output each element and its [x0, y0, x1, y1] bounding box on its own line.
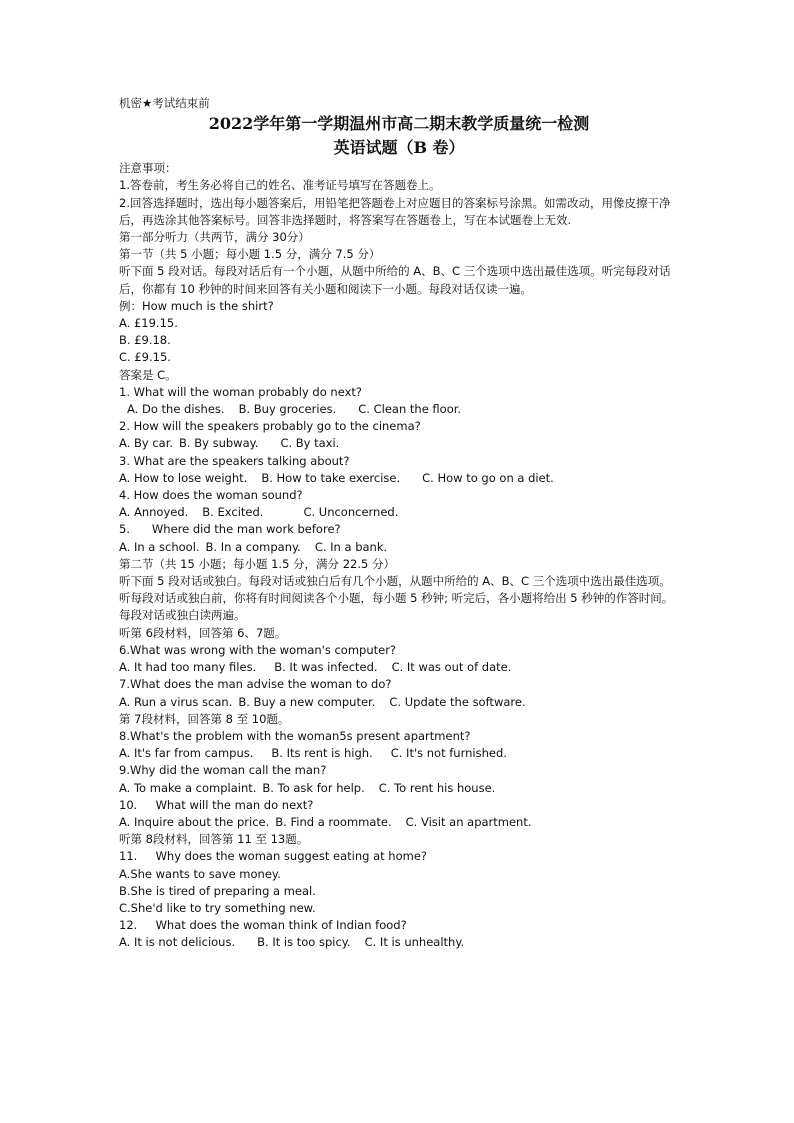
option-a: A. Do the dishes.: [127, 402, 225, 417]
option-a: A. Annoyed.: [119, 505, 189, 520]
question-5-options: [119, 539, 679, 556]
option-b: B. Buy a new computer.: [238, 694, 376, 709]
question-4-stem: 4. How does the woman sound?: [119, 488, 303, 503]
section1-heading: 第一节（共 5 小题；每小题 1.5 分，满分 7.5 分）: [119, 247, 381, 262]
part1-heading: 第一部分听力（共两节，满分 30分）: [119, 230, 310, 245]
option-a: A. It had too many files.: [119, 660, 257, 675]
question-7-options: [119, 694, 679, 711]
question-6-options: [119, 659, 679, 676]
example-option-b: B. £9.18.: [119, 333, 171, 348]
option-b: B. Buy groceries.: [238, 402, 337, 417]
question-9-options: [119, 780, 679, 797]
question-11-option-c: C.She'd like to try something new.: [119, 900, 316, 915]
question-6-stem: 6.What was wrong with the woman's computer?: [119, 642, 397, 657]
option-a: A. Run a virus scan.: [119, 694, 233, 709]
exam-subtitle: 英语试题（B 卷）: [333, 138, 465, 158]
question-10-stem: 10. What will the man do next?: [119, 797, 314, 812]
confidential-label: 机密★考试结束前: [119, 96, 210, 110]
question-3-stem: 3. What are the speakers talking about?: [119, 453, 350, 468]
option-b: B. By subway.: [179, 436, 259, 451]
option-c: C. It was out of date.: [391, 660, 512, 675]
question-1-options: [119, 401, 679, 418]
notes-heading: 注意事项：: [119, 161, 177, 176]
option-a: A. By car.: [119, 436, 174, 451]
option-c: C. Unconcerned.: [303, 505, 399, 520]
example-option-a: A. £19.15.: [119, 316, 178, 331]
option-a: A. It's far from campus.: [119, 746, 254, 761]
note-2: 2.回答选择题时，选出每小题答案后，用铅笔把答题卷上对应题目的答案标号涂黑。如需改动，用像皮擦干净后，再选涂其他答案标号。回答非选择题时，将答案写在答题卷上，写在本试题卷上无效.: [119, 195, 671, 227]
example-answer: 答案是 C。: [119, 367, 177, 382]
option-c: C. It's not furnished.: [390, 746, 507, 761]
question-11-stem: 11. Why does the woman suggest eating at home?: [119, 849, 428, 864]
option-b: B. To ask for help.: [262, 780, 365, 795]
option-a: A. In a school.: [119, 539, 200, 554]
option-c: C. It is unhealthy.: [364, 935, 465, 950]
example-question: 例：How much is the shirt?: [119, 298, 274, 313]
option-c: C. How to go on a diet.: [422, 470, 554, 485]
question-2-options: [119, 435, 679, 452]
note-1: 1.答卷前，考生务必将自己的姓名、准考证号填写在答题卷上。: [119, 178, 441, 193]
example-option-c: C. £9.15.: [119, 350, 171, 365]
question-2-stem: 2. How will the speakers probably go to the cinema?: [119, 419, 421, 434]
option-b: B. It is too spicy.: [257, 935, 351, 950]
option-b: B. In a company.: [205, 539, 301, 554]
material-6-note: 听第 6段材料，回答第 6、7题。: [119, 625, 287, 640]
material-7-note: 第 7段材料，回答第 8 至 10题。: [119, 711, 290, 726]
option-c: C. Visit an apartment.: [405, 814, 532, 829]
option-b: B. It was infected.: [274, 660, 378, 675]
option-b: B. Find a roommate.: [275, 814, 392, 829]
option-c: C. By taxi.: [280, 436, 340, 451]
section1-instructions: 听下面 5 段对话。每段对话后有一个小题，从题中所给的 A、B、C 三个选项中选出最佳选项。听完每段对话后，你都有 10 秒钟的时间来回答有关小题和阅读下一小题。每段对话仅读一遍。: [119, 264, 671, 296]
question-12-stem: 12. What does the woman think of Indian food?: [119, 918, 407, 933]
material-8-note: 听第 8段材料，回答第 11 至 13题。: [119, 832, 309, 847]
exam-title: 2022学年第一学期温州市高二期末教学质量统一检测: [208, 114, 590, 134]
question-12-options: [119, 934, 679, 951]
question-10-options: [119, 814, 679, 831]
option-b: B. Excited.: [202, 505, 264, 520]
question-3-options: [119, 470, 679, 487]
option-a: A. How to lose weight.: [119, 470, 248, 485]
question-1-stem: 1. What will the woman probably do next?: [119, 384, 362, 399]
section2-heading: 第二节（共 15 小题；每小题 1.5 分，满分 22.5 分）: [119, 556, 395, 571]
question-8-stem: 8.What's the problem with the woman5s present apartment?: [119, 728, 471, 743]
question-11-option-b: B.She is tired of preparing a meal.: [119, 883, 316, 898]
option-c: C. Clean the floor.: [358, 402, 462, 417]
option-b: B. Its rent is high.: [271, 746, 373, 761]
question-4-options: [119, 504, 679, 521]
exam-content: [119, 95, 679, 952]
option-b: B. How to take exercise.: [261, 470, 401, 485]
question-7-stem: 7.What does the man advise the woman to do?: [119, 677, 392, 692]
question-8-options: [119, 745, 679, 762]
question-11-option-a: A.She wants to save money.: [119, 866, 281, 881]
option-c: C. Update the software.: [389, 694, 526, 709]
question-9-stem: 9.Why did the woman call the man?: [119, 763, 327, 778]
option-c: C. To rent his house.: [378, 780, 496, 795]
section2-instructions: 听下面 5 段对话或独白。每段对话或独白后有几个小题，从题中所给的 A、B、C 三个选项中选出最佳选项。听每段对话或独白前，你将有时间阅读各个小题，每小题 5 秒钟; 听完后，各小题将给出 5 秒钟的作答时间。每段对话或独白读两遍。: [119, 574, 674, 623]
option-a: A. It is not delicious.: [119, 935, 236, 950]
option-a: A. To make a complaint.: [119, 780, 257, 795]
option-c: C. In a bank.: [314, 539, 388, 554]
option-a: A. Inquire about the price.: [119, 814, 270, 829]
question-5-stem: 5. Where did the man work before?: [119, 522, 341, 537]
